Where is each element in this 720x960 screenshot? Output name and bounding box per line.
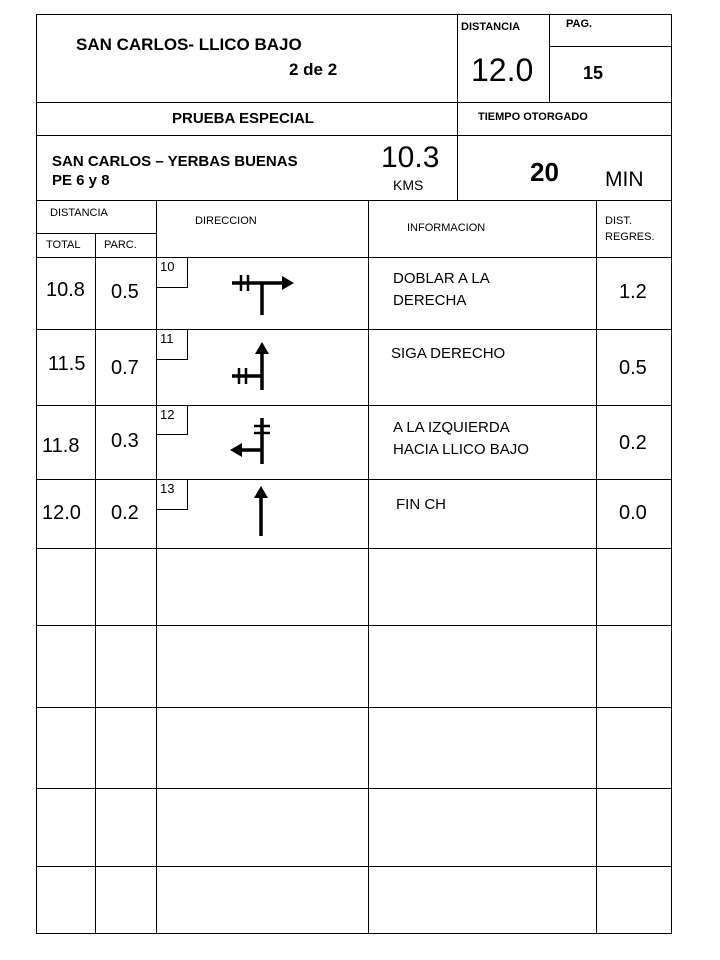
row-regres: 0.5 <box>619 357 647 379</box>
time-value: 20 <box>530 157 559 187</box>
divider <box>36 102 672 103</box>
turn-left-icon <box>228 416 280 466</box>
prueba-especial-label: PRUEBA ESPECIAL <box>172 110 314 127</box>
row-parc: 0.2 <box>111 502 139 524</box>
finish-arrow-icon <box>250 484 272 538</box>
divider <box>36 200 672 201</box>
row-regres: 0.0 <box>619 502 647 524</box>
divider <box>596 200 597 933</box>
distancia-label: DISTANCIA <box>461 21 521 33</box>
divider <box>36 479 672 480</box>
border-right <box>671 14 672 934</box>
divider <box>549 46 671 47</box>
divider <box>36 135 672 136</box>
row-total: 10.8 <box>46 279 85 301</box>
turn-right-icon <box>224 267 300 319</box>
row-info-line2: HACIA LLICO BAJO <box>393 441 529 458</box>
row-info-line2: DERECHA <box>393 292 467 309</box>
stage-name-line1: SAN CARLOS – YERBAS BUENAS <box>52 153 298 170</box>
pag-label: PAG. <box>566 18 593 30</box>
time-unit: MIN <box>605 168 644 191</box>
row-total: 12.0 <box>42 502 81 524</box>
row-regres: 1.2 <box>619 281 647 303</box>
divider <box>36 788 672 789</box>
col-informacion: INFORMACION <box>407 222 486 234</box>
divider <box>36 625 672 626</box>
col-direccion: DIRECCION <box>195 215 257 227</box>
row-parc: 0.3 <box>111 430 139 452</box>
row-number: 10 <box>160 259 175 274</box>
border-left <box>36 14 37 934</box>
row-regres: 0.2 <box>619 432 647 454</box>
border-bottom <box>36 933 672 934</box>
row-number-box <box>156 479 188 510</box>
row-parc: 0.7 <box>111 357 139 379</box>
divider <box>549 14 550 103</box>
divider <box>36 233 156 234</box>
row-info-line1: FIN CH <box>396 496 446 513</box>
row-info-line1: SIGA DERECHO <box>391 345 506 362</box>
straight-ahead-icon <box>226 338 280 394</box>
row-total: 11.5 <box>48 353 86 375</box>
divider <box>457 14 458 136</box>
row-info-line1: DOBLAR A LA <box>393 270 490 287</box>
page-of: 2 de 2 <box>289 60 338 79</box>
col-dist-regres-line2: REGRES. <box>605 231 655 243</box>
col-parc: PARC. <box>104 239 137 251</box>
divider <box>156 200 157 933</box>
row-number-box <box>156 329 188 360</box>
col-distancia: DISTANCIA <box>50 207 108 219</box>
col-total: TOTAL <box>46 239 81 251</box>
row-parc: 0.5 <box>111 281 139 303</box>
divider <box>36 707 672 708</box>
row-number-box <box>156 405 188 435</box>
stage-distance-unit: KMS <box>393 177 424 193</box>
route-title: SAN CARLOS- LLICO BAJO <box>76 35 302 54</box>
stage-distance: 10.3 <box>381 141 440 174</box>
col-dist-regres-line1: DIST. <box>605 215 632 227</box>
border-top <box>36 14 672 15</box>
divider <box>36 257 672 258</box>
divider <box>36 866 672 867</box>
row-info-line1: A LA IZQUIERDA <box>393 419 510 436</box>
distancia-value: 12.0 <box>471 52 534 88</box>
stage-name-line2: PE 6 y 8 <box>52 172 110 189</box>
divider <box>36 329 672 330</box>
row-number-box <box>156 257 188 288</box>
row-number: 13 <box>160 481 175 496</box>
divider <box>457 135 458 201</box>
divider <box>36 405 672 406</box>
pag-value: 15 <box>583 63 604 83</box>
divider <box>368 200 369 933</box>
row-number: 12 <box>160 407 175 422</box>
divider <box>36 548 672 549</box>
row-total: 11.8 <box>42 435 80 457</box>
divider <box>95 233 96 933</box>
row-number: 11 <box>160 331 174 346</box>
tiempo-otorgado-label: TIEMPO OTORGADO <box>478 111 588 123</box>
